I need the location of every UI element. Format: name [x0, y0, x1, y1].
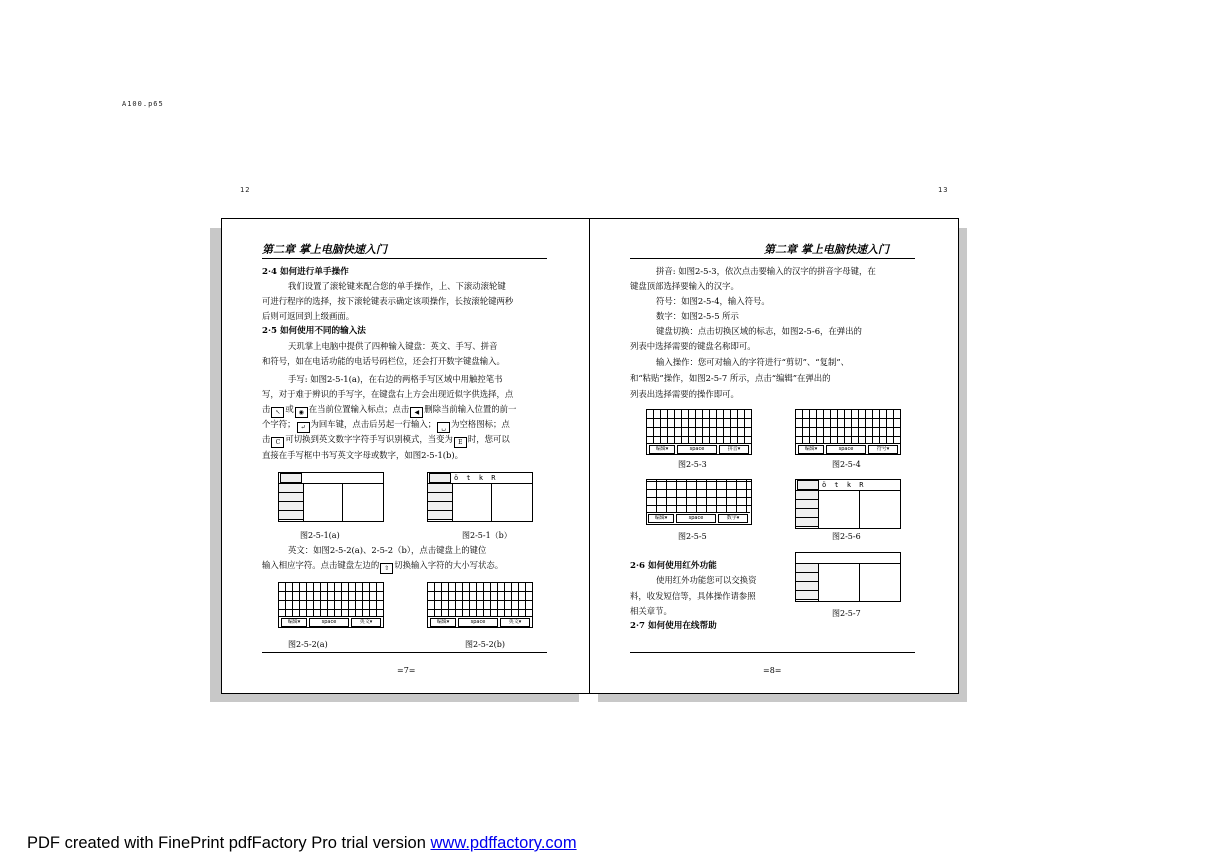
pdf-footer	[27, 834, 577, 853]
caption-2-5-5: 图2-5-5	[678, 532, 707, 541]
left-header-rule	[262, 258, 547, 259]
text: 时，您可以	[467, 434, 510, 444]
pdffactory-link[interactable]: www.pdffactory.com	[430, 834, 577, 852]
para-line: 直接在手写框中书写英文字母或数字，如图2-5-1(b)。	[262, 450, 464, 460]
para-line-with-icons	[262, 434, 510, 448]
function-keys	[279, 484, 304, 521]
caption-2-5-2a: 图2-5-2(a)	[288, 640, 328, 649]
edit-key: 编辑▾	[649, 445, 675, 454]
text: 可切换到英文数字字符手写识别模式，当变为	[285, 434, 453, 444]
figure-2-5-2a-english-keyboard	[278, 582, 384, 628]
para-line: 手写: 如图2-5-1(a)，在右边的两格手写区域中用触控笔书	[288, 374, 503, 384]
candidate-chars: ö t k R	[454, 474, 498, 482]
english-mode-key: 英文▾	[500, 618, 530, 627]
caption-2-5-4: 图2-5-4	[832, 460, 861, 469]
para-line: 数字：如图2-5-5 所示	[656, 311, 739, 321]
para-line: 料，收发短信等，具体操作请参照	[630, 591, 756, 601]
keyboard-list	[796, 491, 819, 528]
writing-box-1	[304, 484, 343, 521]
para-line: 后则可返回到上级画面。	[262, 311, 355, 321]
right-chapter-header: 第二章 掌上电脑快速入门	[764, 243, 889, 256]
keyboard-bottom-bar	[796, 443, 900, 454]
enter-icon: ↵	[297, 422, 310, 433]
figure-2-5-2b-english-keyboard	[427, 582, 533, 628]
para-line: 相关章节。	[630, 606, 672, 616]
keyboard-bottom-bar	[279, 616, 383, 627]
figure-2-5-5-numeric-keyboard	[646, 479, 752, 525]
text: 个字符；	[262, 419, 296, 429]
text: 删除当前输入位置的前一	[424, 404, 517, 414]
space-key: space	[677, 445, 717, 454]
function-keys	[428, 484, 453, 521]
candidate-bar	[796, 480, 900, 491]
symbol-mode-key: 符号▾	[868, 445, 898, 454]
candidate-bar	[279, 473, 383, 484]
right-footer-rule	[630, 652, 915, 653]
keyboard-bottom-bar	[646, 512, 750, 523]
para-line: 写，对于难于辨识的手写字，在键盘右上方会出现近似字供选择，点	[262, 389, 514, 399]
space-key: space	[309, 618, 349, 627]
right-header-rule	[630, 258, 915, 259]
numeric-keyboard-bar-wrap	[646, 479, 750, 523]
para-line-with-icons	[262, 404, 516, 418]
para-line: 列表出选择需要的操作即可。	[630, 389, 739, 399]
text: 在当前位置输入标点；点击	[308, 404, 410, 414]
space-key: space	[458, 618, 498, 627]
left-footer-rule	[262, 652, 547, 653]
text: 或	[285, 404, 294, 414]
edit-key: 编辑▾	[648, 514, 674, 523]
writing-box-1	[821, 491, 860, 528]
caption-2-5-2b: 图2-5-2(b)	[465, 640, 506, 649]
para-line: 符号：如图2-5-4，输入符号。	[656, 296, 770, 306]
candidate-bar	[796, 553, 900, 564]
file-label: A100.p65	[122, 100, 164, 108]
text: 为空格图标；点	[451, 419, 510, 429]
para-line: 我们设置了滚轮键来配合您的单手操作，上、下滚动滚轮键	[288, 281, 506, 291]
space-key: space	[826, 445, 866, 454]
keyboard-bottom-bar	[428, 616, 532, 627]
text: 击	[262, 404, 271, 414]
punctuation-icon: ↖	[271, 407, 284, 418]
page-number-right-top: 13	[938, 186, 949, 194]
select-button	[797, 480, 819, 490]
para-line: 使用红外功能您可以交换资	[656, 575, 757, 585]
footer-text: PDF created with FinePrint pdfFactory Pro trial version	[27, 834, 431, 852]
text: 切换输入字符的大小写状态。	[394, 560, 504, 570]
para-line-with-icons	[262, 419, 510, 433]
punctuation-alt-icon: ◉	[295, 407, 308, 418]
caption-2-5-1b: 图2-5-1（b）	[462, 531, 512, 540]
writing-box-1	[453, 484, 492, 521]
page-number-left-top: 12	[240, 186, 251, 194]
caption-2-5-1a: 图2-5-1(a)	[300, 531, 340, 540]
edit-key: 编辑▾	[430, 618, 456, 627]
para-line: 列表中选择需要的键盘名称即可。	[630, 341, 756, 351]
figure-2-5-4-symbol-keyboard	[795, 409, 901, 455]
edit-key: 编辑▾	[281, 618, 307, 627]
text: 击	[262, 434, 271, 444]
section-2-6-title: 2·6 如何使用红外功能	[630, 561, 717, 571]
keyboard-bottom-bar	[647, 443, 751, 454]
space-key: space	[676, 514, 716, 523]
para-line: 英文：如图2-5-2(a)、2-5-2（b），点击键盘上的键位	[288, 545, 487, 555]
para-line: 可进行程序的选择，按下滚轮键表示确定该项操作，长按滚轮键两秒	[262, 296, 514, 306]
caption-2-5-6: 图2-5-6	[832, 532, 861, 541]
text: 为回车键，点击后另起一行输入；	[310, 419, 437, 429]
left-chapter-header: 第二章 掌上电脑快速入门	[262, 243, 387, 256]
shift-icon: ⇧	[380, 563, 393, 574]
caption-2-5-7: 图2-5-7	[832, 609, 861, 618]
text: 输入相应字符。点击键盘左边的	[262, 560, 380, 570]
chinese-mode-icon: C	[271, 437, 284, 448]
right-page-number: =8=	[763, 666, 782, 675]
para-line-with-icons	[262, 560, 503, 574]
candidate-bar	[428, 473, 532, 484]
para-line: 拼音: 如图2-5-3，依次点击要输入的汉字的拼音字母键，在	[656, 266, 876, 276]
edit-key: 编辑▾	[798, 445, 824, 454]
figure-2-5-3-pinyin-keyboard	[646, 409, 752, 455]
figure-2-5-1b-handwriting-panel	[427, 472, 533, 522]
english-mode-key: 英文▾	[351, 618, 381, 627]
para-line: 键盘切换：点击切换区域的标志，如图2-5-6，在弹出的	[656, 326, 862, 336]
pinyin-mode-key: 拼音▾	[719, 445, 749, 454]
para-line: 键盘顶部选择要输入的汉字。	[630, 281, 739, 291]
select-button	[429, 473, 451, 483]
para-line: 输入操作：您可对输入的字符进行“剪切”、“复制”、	[656, 357, 849, 367]
section-2-7-title: 2·7 如何使用在线帮助	[630, 621, 717, 631]
select-button	[280, 473, 302, 483]
candidate-chars: ö t k R	[822, 481, 866, 489]
left-page-number: =7=	[397, 666, 416, 675]
space-icon: ␣	[437, 422, 450, 433]
figure-2-5-7-edit-menu	[795, 552, 901, 602]
para-line: 和“粘贴”操作，如图2-5-7 所示，点击“编辑”在弹出的	[630, 373, 831, 383]
backspace-icon: ◀	[410, 407, 423, 418]
english-mode-icon: E	[454, 437, 467, 448]
figure-2-5-6-keyboard-switch	[795, 479, 901, 529]
edit-menu-list	[796, 564, 819, 601]
section-2-5-title: 2·5 如何使用不同的输入法	[262, 326, 366, 336]
figure-2-5-1a-handwriting-panel	[278, 472, 384, 522]
number-mode-key: 数字▾	[718, 514, 748, 523]
para-line: 天玑掌上电脑中提供了四种输入键盘：英文、手写、拼音	[288, 341, 498, 351]
writing-box-1	[821, 564, 860, 601]
para-line: 和符号，如在电话功能的电话号码栏位，还会打开数字键盘输入。	[262, 356, 505, 366]
section-2-4-title: 2·4 如何进行单手操作	[262, 267, 349, 277]
caption-2-5-3: 图2-5-3	[678, 460, 707, 469]
